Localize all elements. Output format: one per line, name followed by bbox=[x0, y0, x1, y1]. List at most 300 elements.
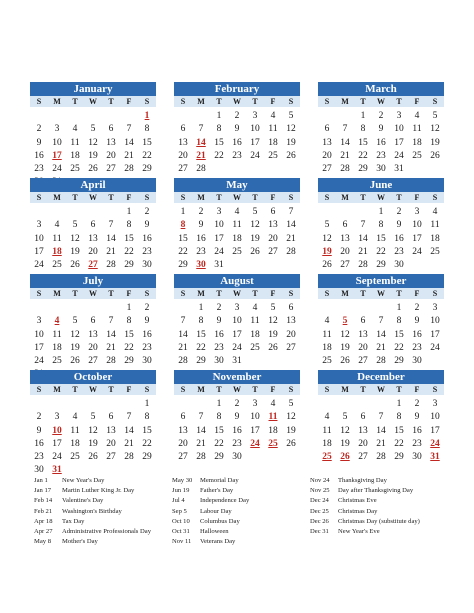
weekday-label: T bbox=[72, 193, 78, 202]
holiday-date: Feb 14 bbox=[34, 497, 53, 505]
month-june bbox=[318, 178, 444, 272]
weekday-label: F bbox=[414, 193, 420, 202]
day-cell: 8 bbox=[126, 220, 132, 231]
holiday-row bbox=[310, 486, 444, 496]
day-cell: 13 bbox=[286, 316, 296, 327]
holiday-column bbox=[310, 476, 444, 547]
day-cell: 11 bbox=[232, 220, 242, 231]
weekday-header bbox=[318, 96, 444, 107]
day-blank bbox=[192, 110, 210, 123]
day-cell: 9 bbox=[144, 220, 150, 231]
holiday-day: 25 bbox=[268, 438, 278, 449]
day-blank bbox=[66, 110, 84, 123]
day-cell: 9 bbox=[414, 412, 420, 423]
day-cell: 17 bbox=[34, 246, 44, 257]
day-cell: 15 bbox=[142, 137, 152, 148]
weekday-header bbox=[30, 384, 156, 395]
day-blank bbox=[84, 302, 102, 315]
day-cell: 20 bbox=[88, 342, 98, 353]
weekday-label: T bbox=[396, 385, 402, 394]
day-cell: 3 bbox=[252, 399, 258, 409]
day-cell: 2 bbox=[414, 303, 420, 313]
day-cell: 11 bbox=[70, 137, 80, 148]
day-cell: 2 bbox=[144, 207, 150, 217]
holiday-name: Tax Day bbox=[62, 517, 85, 525]
day-cell: 4 bbox=[432, 207, 438, 217]
day-cell: 4 bbox=[72, 412, 78, 423]
day-blank bbox=[30, 206, 48, 219]
day-cell: 9 bbox=[234, 124, 240, 135]
day-cell: 29 bbox=[178, 260, 188, 271]
day-cell: 20 bbox=[340, 246, 350, 257]
day-cell: 26 bbox=[70, 356, 80, 367]
day-cell: 17 bbox=[250, 137, 260, 148]
day-cell: 7 bbox=[198, 124, 204, 135]
day-cell: 28 bbox=[196, 452, 206, 463]
day-cell: 30 bbox=[232, 452, 242, 463]
holiday-row bbox=[310, 507, 444, 517]
day-cell: 18 bbox=[268, 137, 278, 148]
day-cell: 7 bbox=[180, 316, 186, 327]
day-cell: 9 bbox=[36, 137, 42, 148]
day-cell: 22 bbox=[358, 150, 368, 161]
weekday-label: T bbox=[108, 97, 114, 106]
holiday-date: Jan 1 bbox=[34, 477, 48, 484]
day-cell: 2 bbox=[396, 207, 402, 217]
day-cell: 14 bbox=[196, 425, 206, 436]
day-cell: 6 bbox=[108, 124, 114, 135]
day-blank bbox=[336, 302, 354, 315]
day-cell: 18 bbox=[232, 233, 242, 244]
day-blank bbox=[30, 110, 48, 123]
day-blank bbox=[318, 302, 336, 315]
month-title: November bbox=[174, 370, 300, 384]
day-cell: 18 bbox=[322, 342, 332, 353]
day-blank bbox=[174, 398, 192, 411]
day-cell: 9 bbox=[378, 124, 384, 135]
weekday-label: T bbox=[360, 97, 366, 106]
day-cell: 27 bbox=[340, 260, 350, 271]
day-cell: 30 bbox=[376, 164, 386, 175]
month-october bbox=[30, 370, 156, 478]
month-title: March bbox=[318, 82, 444, 96]
day-cell: 6 bbox=[270, 207, 276, 217]
day-cell: 25 bbox=[412, 150, 422, 161]
day-cell: 16 bbox=[34, 150, 44, 161]
day-blank bbox=[66, 302, 84, 315]
day-blank bbox=[336, 206, 354, 219]
holiday-name: Thanksgiving Day bbox=[338, 477, 387, 484]
day-cell: 30 bbox=[394, 260, 404, 271]
day-cell: 22 bbox=[376, 246, 386, 257]
weekday-label: W bbox=[89, 97, 97, 106]
day-grid bbox=[30, 203, 156, 272]
day-cell: 18 bbox=[322, 438, 332, 449]
day-cell: 14 bbox=[124, 137, 134, 148]
day-blank bbox=[174, 110, 192, 123]
weekday-label: M bbox=[197, 289, 205, 298]
holiday-row bbox=[172, 517, 310, 527]
day-grid bbox=[174, 299, 300, 368]
day-cell: 19 bbox=[340, 342, 350, 353]
day-cell: 28 bbox=[106, 260, 116, 271]
day-cell: 1 bbox=[378, 207, 384, 217]
day-cell: 19 bbox=[430, 137, 440, 148]
day-blank bbox=[66, 398, 84, 411]
weekday-label: S bbox=[324, 385, 330, 394]
day-cell: 29 bbox=[142, 164, 152, 175]
day-cell: 22 bbox=[394, 438, 404, 449]
day-cell: 11 bbox=[52, 329, 62, 340]
holiday-name: Columbus Day bbox=[200, 517, 240, 525]
day-cell: 4 bbox=[270, 111, 276, 121]
weekday-label: W bbox=[233, 289, 241, 298]
day-cell: 19 bbox=[286, 425, 296, 436]
day-cell: 25 bbox=[268, 150, 278, 161]
day-cell: 21 bbox=[124, 438, 134, 449]
day-cell: 25 bbox=[52, 356, 62, 367]
day-blank bbox=[192, 398, 210, 411]
holiday-date: Jun 19 bbox=[172, 487, 190, 495]
day-cell: 4 bbox=[270, 399, 276, 409]
day-cell: 23 bbox=[412, 438, 422, 449]
day-cell: 9 bbox=[198, 220, 204, 231]
day-cell: 28 bbox=[178, 356, 188, 367]
holiday-row bbox=[172, 537, 310, 547]
weekday-header bbox=[30, 288, 156, 299]
day-cell: 10 bbox=[250, 124, 260, 135]
holiday-row bbox=[34, 517, 172, 527]
day-blank bbox=[30, 302, 48, 315]
weekday-label: S bbox=[180, 385, 186, 394]
weekday-label: T bbox=[252, 385, 258, 394]
weekday-label: S bbox=[144, 193, 150, 202]
weekday-label: M bbox=[341, 385, 349, 394]
weekday-label: T bbox=[252, 97, 258, 106]
day-cell: 3 bbox=[36, 316, 42, 327]
day-cell: 3 bbox=[36, 220, 42, 231]
day-cell: 7 bbox=[378, 316, 384, 327]
day-cell: 23 bbox=[34, 452, 44, 463]
day-cell: 27 bbox=[88, 356, 98, 367]
day-blank bbox=[318, 398, 336, 411]
day-cell: 5 bbox=[432, 111, 438, 121]
day-cell: 3 bbox=[414, 207, 420, 217]
day-cell: 2 bbox=[36, 412, 42, 423]
weekday-label: T bbox=[216, 97, 222, 106]
day-cell: 3 bbox=[216, 207, 222, 217]
day-cell: 28 bbox=[124, 452, 134, 463]
weekday-label: F bbox=[414, 385, 420, 394]
weekday-label: S bbox=[324, 193, 330, 202]
day-cell: 29 bbox=[394, 356, 404, 367]
day-cell: 22 bbox=[214, 150, 224, 161]
holiday-date: Nov 11 bbox=[172, 538, 192, 546]
day-cell: 24 bbox=[52, 164, 62, 175]
holiday-row bbox=[172, 507, 310, 517]
day-cell: 11 bbox=[268, 124, 278, 135]
day-blank bbox=[48, 398, 66, 411]
day-cell: 27 bbox=[178, 164, 188, 175]
month-title: February bbox=[174, 82, 300, 96]
weekday-label: F bbox=[414, 289, 420, 298]
day-cell: 17 bbox=[394, 137, 404, 148]
day-cell: 12 bbox=[70, 233, 80, 244]
day-cell: 4 bbox=[414, 111, 420, 121]
day-cell: 20 bbox=[322, 150, 332, 161]
day-cell: 16 bbox=[376, 137, 386, 148]
day-cell: 12 bbox=[70, 329, 80, 340]
day-cell: 16 bbox=[394, 233, 404, 244]
day-cell: 8 bbox=[126, 316, 132, 327]
holiday-day: 30 bbox=[196, 260, 206, 271]
holiday-row bbox=[34, 527, 172, 537]
holiday-date: May 30 bbox=[172, 477, 193, 484]
day-blank bbox=[354, 206, 372, 219]
day-cell: 28 bbox=[358, 260, 368, 271]
weekday-label: M bbox=[53, 97, 61, 106]
day-cell: 30 bbox=[214, 356, 224, 367]
day-cell: 29 bbox=[142, 452, 152, 463]
day-cell: 27 bbox=[358, 452, 368, 463]
holiday-day: 24 bbox=[430, 438, 440, 449]
day-cell: 2 bbox=[144, 303, 150, 313]
day-cell: 27 bbox=[268, 246, 278, 257]
day-cell: 17 bbox=[232, 329, 242, 340]
day-cell: 17 bbox=[250, 425, 260, 436]
holiday-name: Labour Day bbox=[200, 507, 232, 515]
day-cell: 29 bbox=[214, 452, 224, 463]
day-cell: 12 bbox=[286, 124, 296, 135]
day-cell: 8 bbox=[360, 124, 366, 135]
holiday-row bbox=[172, 476, 310, 486]
day-cell: 6 bbox=[90, 316, 96, 327]
day-cell: 15 bbox=[394, 425, 404, 436]
holiday-name: Martin Luther King Jr. Day bbox=[62, 487, 135, 495]
holiday-date: May 8 bbox=[34, 538, 52, 546]
weekday-label: F bbox=[270, 97, 276, 106]
holiday-row bbox=[172, 527, 310, 537]
day-cell: 10 bbox=[430, 412, 440, 423]
holiday-row bbox=[34, 476, 172, 486]
day-cell: 22 bbox=[214, 438, 224, 449]
weekday-label: M bbox=[341, 97, 349, 106]
weekday-label: S bbox=[36, 289, 42, 298]
day-cell: 14 bbox=[376, 329, 386, 340]
weekday-label: M bbox=[197, 97, 205, 106]
day-cell: 14 bbox=[106, 233, 116, 244]
day-cell: 24 bbox=[430, 342, 440, 353]
day-cell: 29 bbox=[394, 452, 404, 463]
weekday-label: T bbox=[108, 385, 114, 394]
day-cell: 30 bbox=[412, 452, 422, 463]
day-cell: 7 bbox=[342, 124, 348, 135]
holiday-day: 8 bbox=[180, 220, 186, 231]
day-blank bbox=[48, 206, 66, 219]
day-cell: 13 bbox=[106, 137, 116, 148]
day-cell: 1 bbox=[180, 207, 186, 217]
day-cell: 21 bbox=[124, 150, 134, 161]
day-cell: 20 bbox=[358, 342, 368, 353]
day-cell: 14 bbox=[358, 233, 368, 244]
day-cell: 3 bbox=[432, 399, 438, 409]
day-cell: 14 bbox=[376, 425, 386, 436]
day-cell: 20 bbox=[268, 233, 278, 244]
day-cell: 26 bbox=[430, 150, 440, 161]
weekday-header bbox=[174, 288, 300, 299]
holiday-name: Father's Day bbox=[200, 487, 234, 495]
day-blank bbox=[48, 302, 66, 315]
day-cell: 13 bbox=[178, 425, 188, 436]
holiday-date: Jan 17 bbox=[34, 487, 52, 495]
day-cell: 24 bbox=[214, 246, 224, 257]
day-cell: 15 bbox=[214, 137, 224, 148]
day-cell: 14 bbox=[106, 329, 116, 340]
day-cell: 27 bbox=[286, 342, 296, 353]
weekday-label: S bbox=[432, 289, 438, 298]
weekday-label: F bbox=[270, 193, 276, 202]
day-cell: 20 bbox=[178, 438, 188, 449]
day-cell: 21 bbox=[376, 438, 386, 449]
holiday-list bbox=[34, 476, 444, 547]
day-cell: 9 bbox=[414, 316, 420, 327]
day-cell: 9 bbox=[234, 412, 240, 423]
month-august bbox=[174, 274, 300, 368]
day-blank bbox=[84, 206, 102, 219]
day-cell: 28 bbox=[106, 356, 116, 367]
day-cell: 6 bbox=[90, 220, 96, 231]
day-grid bbox=[318, 203, 444, 272]
weekday-label: S bbox=[288, 385, 294, 394]
day-cell: 2 bbox=[234, 399, 240, 409]
weekday-label: F bbox=[126, 385, 132, 394]
day-blank bbox=[102, 398, 120, 411]
holiday-date: Dec 25 bbox=[310, 507, 329, 515]
day-grid bbox=[318, 395, 444, 464]
day-cell: 9 bbox=[144, 316, 150, 327]
day-cell: 2 bbox=[234, 111, 240, 121]
day-cell: 24 bbox=[394, 150, 404, 161]
day-grid bbox=[174, 395, 300, 464]
day-cell: 5 bbox=[252, 207, 258, 217]
day-cell: 19 bbox=[70, 342, 80, 353]
day-grid bbox=[174, 107, 300, 176]
holiday-row bbox=[310, 476, 444, 486]
day-cell: 17 bbox=[412, 233, 422, 244]
day-cell: 20 bbox=[88, 246, 98, 257]
day-blank bbox=[354, 398, 372, 411]
day-cell: 19 bbox=[268, 329, 278, 340]
month-november bbox=[174, 370, 300, 464]
weekday-label: T bbox=[396, 289, 402, 298]
day-cell: 2 bbox=[216, 303, 222, 313]
day-cell: 26 bbox=[268, 342, 278, 353]
weekday-header bbox=[318, 384, 444, 395]
day-cell: 3 bbox=[396, 111, 402, 121]
day-cell: 24 bbox=[34, 356, 44, 367]
day-cell: 27 bbox=[322, 164, 332, 175]
day-blank bbox=[318, 206, 336, 219]
day-cell: 1 bbox=[126, 303, 132, 313]
day-cell: 20 bbox=[358, 438, 368, 449]
holiday-row bbox=[34, 486, 172, 496]
day-cell: 7 bbox=[126, 412, 132, 423]
holiday-day: 19 bbox=[322, 246, 332, 257]
day-cell: 6 bbox=[360, 316, 366, 327]
holiday-day: 11 bbox=[268, 412, 278, 423]
day-cell: 15 bbox=[214, 425, 224, 436]
day-cell: 3 bbox=[234, 303, 240, 313]
holiday-day: 14 bbox=[196, 137, 206, 148]
day-cell: 9 bbox=[396, 220, 402, 231]
day-cell: 21 bbox=[106, 246, 116, 257]
holiday-name: Administrative Professionals Day bbox=[62, 527, 152, 535]
day-cell: 25 bbox=[430, 246, 440, 257]
day-cell: 26 bbox=[322, 260, 332, 271]
holiday-day: 26 bbox=[340, 452, 350, 463]
day-blank bbox=[174, 302, 192, 315]
day-cell: 28 bbox=[124, 164, 134, 175]
month-title: June bbox=[318, 178, 444, 192]
day-cell: 4 bbox=[252, 303, 258, 313]
month-title: August bbox=[174, 274, 300, 288]
weekday-label: T bbox=[360, 289, 366, 298]
day-cell: 1 bbox=[360, 111, 366, 121]
weekday-label: F bbox=[270, 385, 276, 394]
day-cell: 14 bbox=[340, 137, 350, 148]
weekday-label: T bbox=[72, 289, 78, 298]
day-blank bbox=[336, 110, 354, 123]
weekday-label: S bbox=[180, 289, 186, 298]
day-cell: 23 bbox=[232, 438, 242, 449]
day-cell: 5 bbox=[72, 316, 78, 327]
day-cell: 10 bbox=[412, 220, 422, 231]
weekday-label: M bbox=[53, 385, 61, 394]
day-cell: 6 bbox=[360, 412, 366, 423]
day-cell: 11 bbox=[322, 425, 332, 436]
weekday-label: W bbox=[89, 385, 97, 394]
day-cell: 23 bbox=[394, 246, 404, 257]
day-cell: 16 bbox=[142, 329, 152, 340]
day-blank bbox=[120, 398, 138, 411]
holiday-row bbox=[34, 507, 172, 517]
day-cell: 16 bbox=[196, 233, 206, 244]
day-cell: 23 bbox=[34, 164, 44, 175]
holiday-row bbox=[34, 537, 172, 547]
day-cell: 11 bbox=[430, 220, 440, 231]
day-cell: 26 bbox=[286, 150, 296, 161]
day-cell: 20 bbox=[286, 329, 296, 340]
day-cell: 22 bbox=[142, 438, 152, 449]
holiday-name: Memorial Day bbox=[200, 477, 239, 484]
day-cell: 14 bbox=[286, 220, 296, 231]
day-cell: 22 bbox=[178, 246, 188, 257]
day-cell: 27 bbox=[106, 452, 116, 463]
day-cell: 2 bbox=[36, 124, 42, 135]
month-title: April bbox=[30, 178, 156, 192]
day-cell: 23 bbox=[142, 342, 152, 353]
day-cell: 8 bbox=[396, 316, 402, 327]
weekday-label: S bbox=[36, 193, 42, 202]
day-cell: 26 bbox=[340, 356, 350, 367]
month-title: July bbox=[30, 274, 156, 288]
holiday-day: 10 bbox=[52, 425, 62, 436]
day-cell: 21 bbox=[376, 342, 386, 353]
weekday-label: S bbox=[432, 97, 438, 106]
holiday-name: Valentine's Day bbox=[62, 497, 104, 505]
day-cell: 23 bbox=[142, 246, 152, 257]
holiday-row bbox=[172, 486, 310, 496]
